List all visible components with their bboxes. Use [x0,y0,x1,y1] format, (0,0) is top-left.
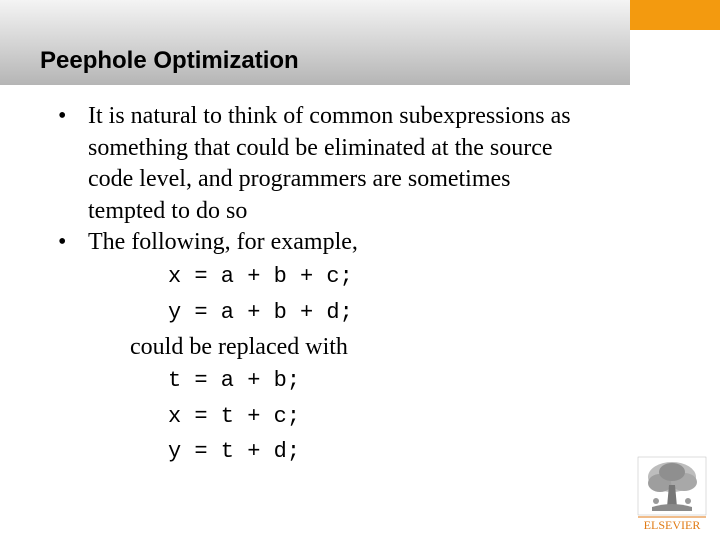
bullet-1-line-2: something that could be eliminated at the source [88,135,553,161]
elsevier-tree-icon [632,455,712,535]
code-line-y-after: y = t + d; [168,439,301,464]
code-line-x-after: x = t + c; [168,404,301,429]
elsevier-logo [632,455,712,535]
code-line-y-before: y = a + b + d; [168,300,353,325]
bullet-1-line-1: It is natural to think of common subexpressions as [88,103,571,129]
bullet-marker-2: • [58,229,67,255]
replacement-text: could be replaced with [130,334,348,360]
bullet-marker-1: • [58,103,67,129]
bullet-2-text: The following, for example, [88,229,358,255]
slide-title: Peephole Optimization [40,47,299,74]
code-line-x-before: x = a + b + c; [168,264,353,289]
bullet-1-line-3: code level, and programmers are sometimes [88,166,511,192]
code-line-t-after: t = a + b; [168,368,301,393]
elsevier-logo-text: ELSEVIER [643,518,701,532]
bullet-1-line-4: tempted to do so [88,198,248,224]
accent-bar [630,0,720,30]
